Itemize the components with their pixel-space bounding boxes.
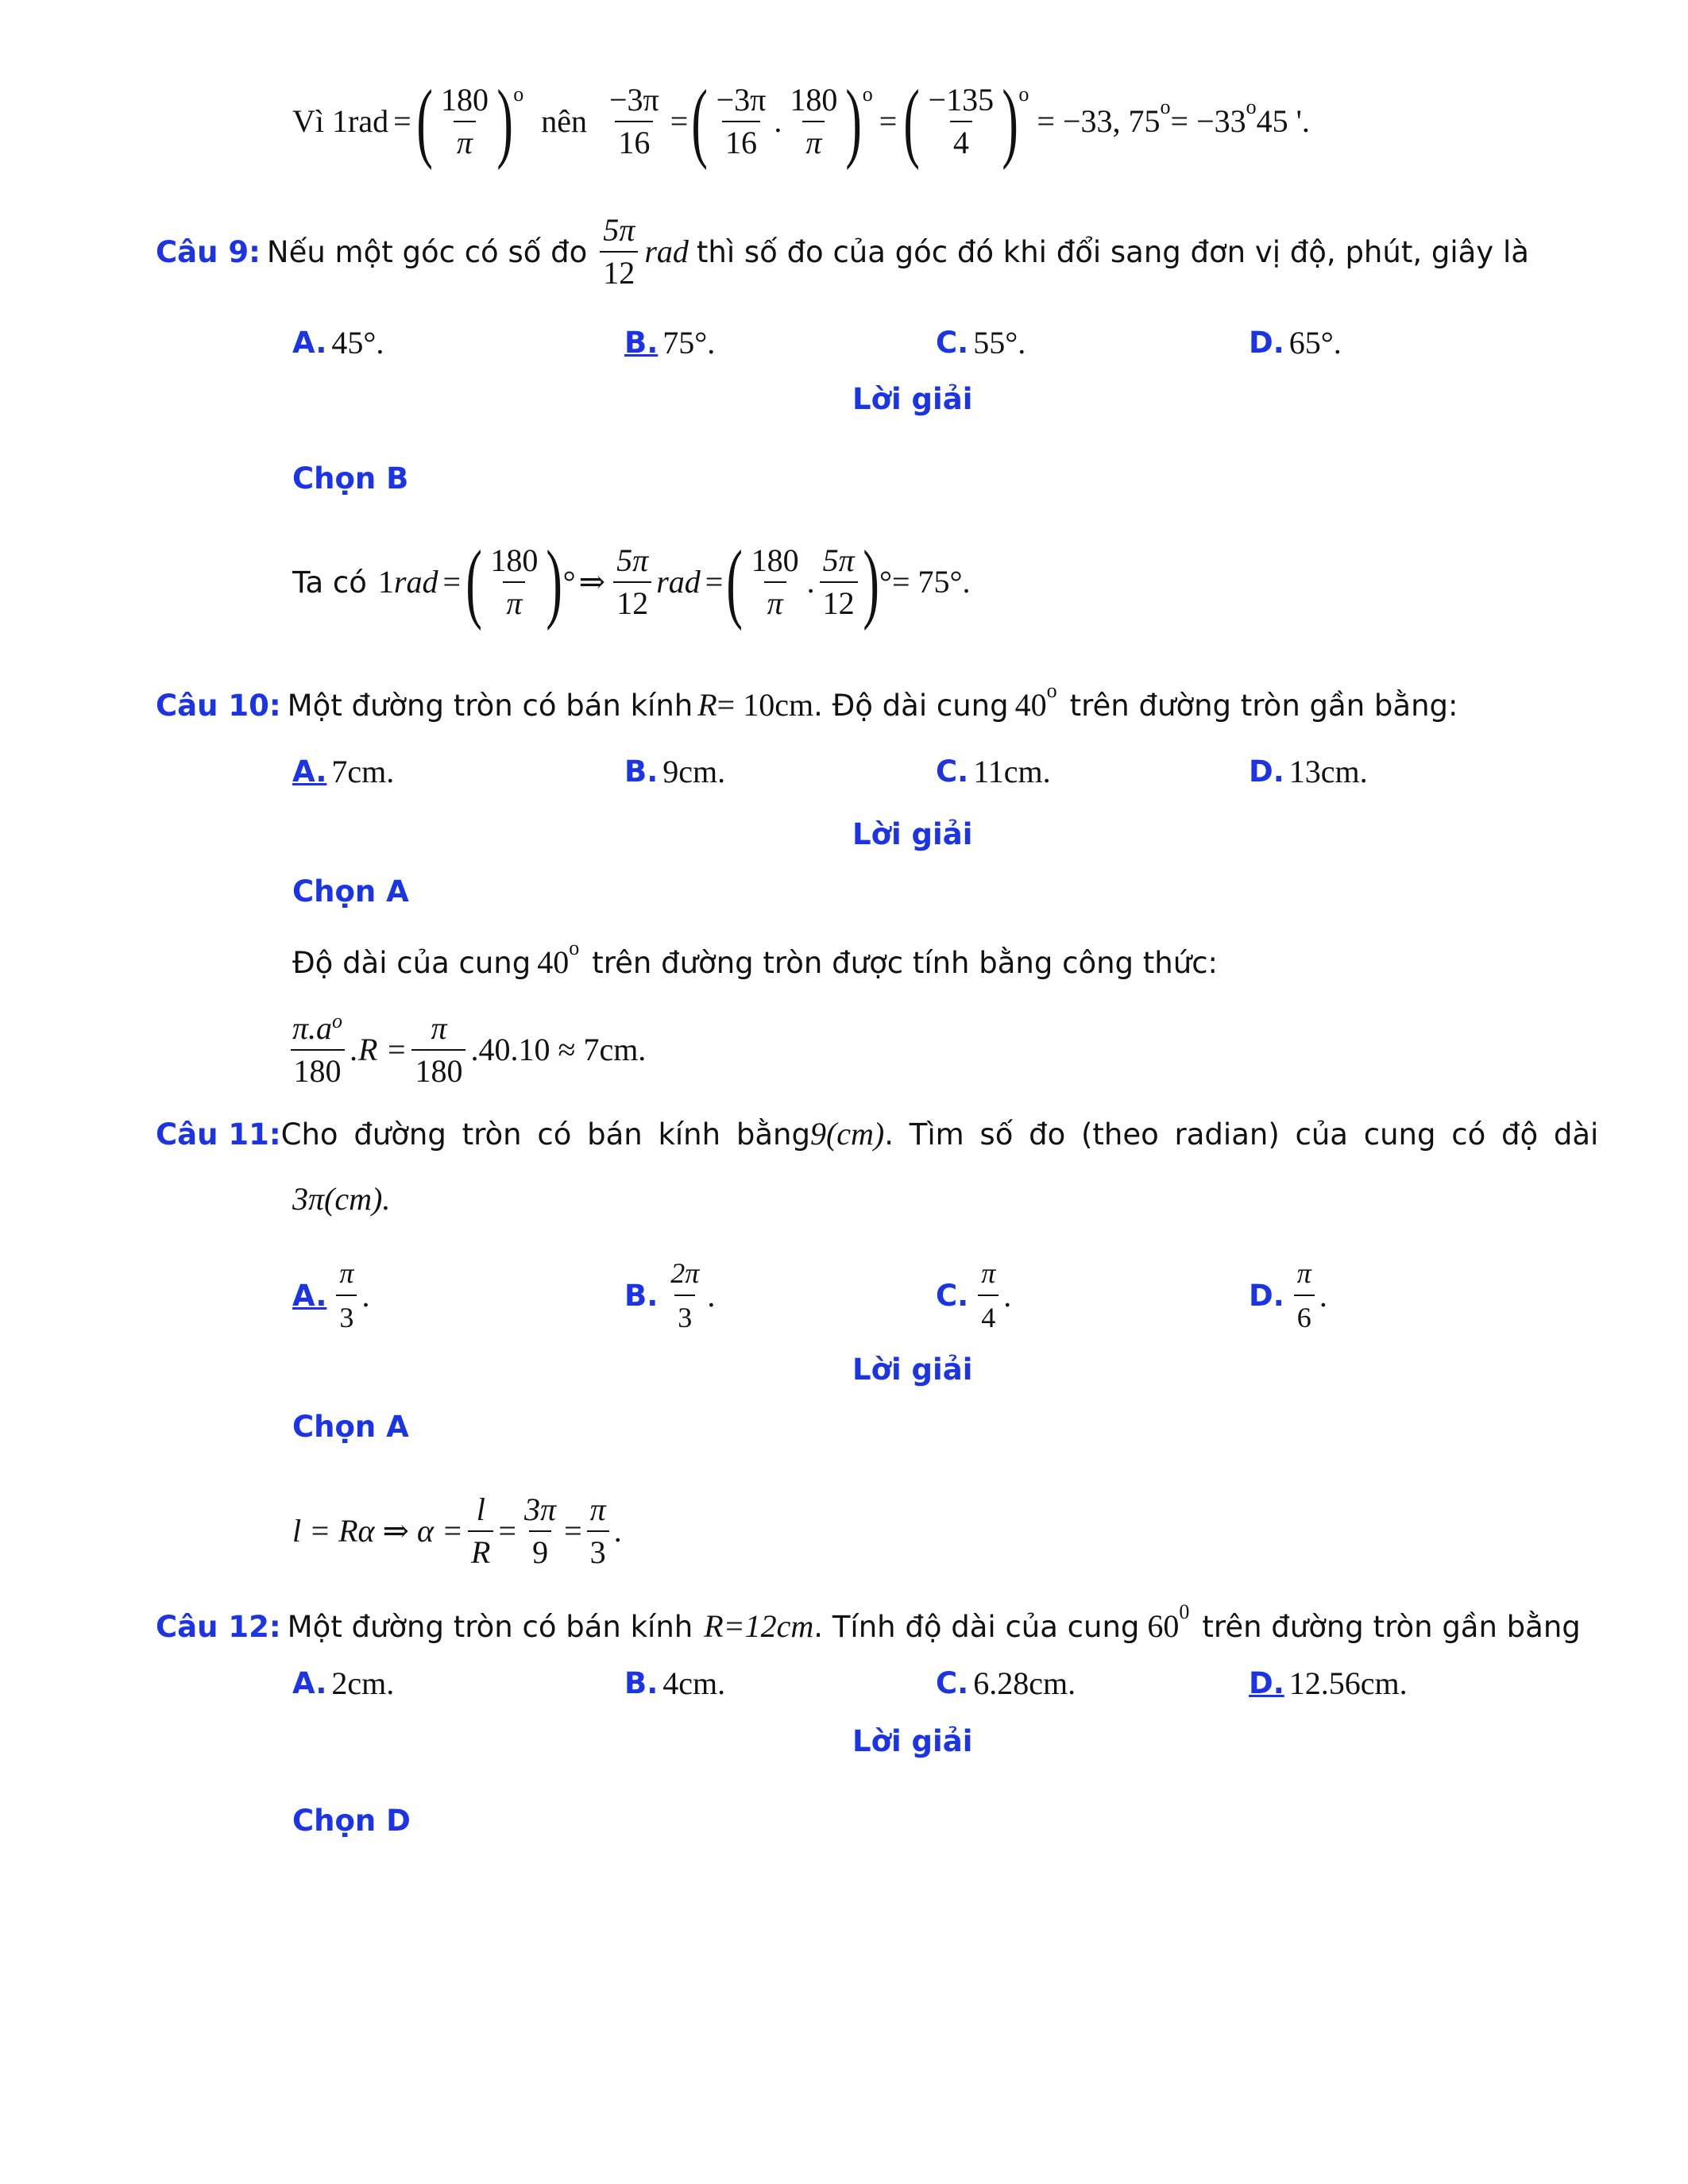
question-9-label: Câu 9: bbox=[156, 234, 261, 269]
q12-option-b[interactable]: B. 4cm. bbox=[624, 1665, 726, 1701]
question-12: Câu 12: Một đường tròn có bán kính R=12cm . Tính độ dài của cung 60 0 trên đường tròn gần bằng bbox=[156, 1600, 1581, 1644]
q11-option-b[interactable]: B. $\frac{2\pi}{3}$ . bbox=[624, 1257, 716, 1333]
intro-prefix: Vì bbox=[292, 103, 324, 139]
q10-option-a[interactable]: A. 7cm. bbox=[292, 754, 395, 789]
question-10: Câu 10: Một đường tròn có bán kính R = 10cm . Độ dài cung 40 o trên đường tròn gần bằng: bbox=[156, 679, 1458, 723]
q12-option-c[interactable]: C. 6.28cm. bbox=[936, 1665, 1076, 1701]
question-10-label: Câu 10: bbox=[156, 688, 281, 723]
question-11-label: Câu 11: bbox=[156, 1117, 281, 1152]
question-9: Câu 9: Nếu một góc có số đo $\frac{5\pi}{12}$ rad thì số đo của góc đó khi đổi sang đơn vị độ, phút, giây là bbox=[156, 212, 1529, 291]
intro-nen: nên bbox=[541, 103, 587, 139]
q10-formula: $\frac{\pi.a^o}{180}$ .R = $\frac{\pi}{180}$ .40.10 ≈ 7cm. bbox=[289, 1002, 646, 1098]
question-9-fraction: $\frac{5\pi}{12}$ bbox=[600, 214, 638, 289]
q9-option-d[interactable]: D. 65°. bbox=[1249, 325, 1342, 361]
q10-option-c[interactable]: C. 11cm. bbox=[936, 754, 1051, 789]
q10-option-d[interactable]: D. 13cm. bbox=[1249, 754, 1368, 789]
q9-option-c[interactable]: C. 55°. bbox=[936, 325, 1026, 361]
q10-explain: Độ dài của cung 40 o trên đường tròn được tính bằng công thức: bbox=[292, 936, 1219, 980]
q12-option-a[interactable]: A. 2cm. bbox=[292, 1665, 395, 1701]
q12-solution-title: Lời giải bbox=[852, 1724, 973, 1758]
question-12-label: Câu 12: bbox=[156, 1609, 281, 1644]
q10-choice: Chọn A bbox=[292, 874, 409, 909]
q11-choice: Chọn A bbox=[292, 1410, 409, 1444]
fraction-180-pi: $\frac{180}{\pi}$ bbox=[440, 82, 489, 160]
q10-solution-title: Lời giải bbox=[852, 817, 973, 851]
question-11-length: 3π(cm). bbox=[292, 1181, 391, 1217]
q11-solution-title: Lời giải bbox=[852, 1352, 973, 1387]
intro-conversion: $\frac{-3\pi}{16}$ = ( $\frac{-3\pi}{16}$ . $\frac{180}{\pi}$ ) o = ( $\frac{-135}{4}$ ) o = −33, 75 o = −33 o 45 '. bbox=[609, 72, 1310, 171]
question-11: Câu 11: Cho đường tròn có bán kính bằng 9(cm) . Tìm số đo (theo radian) của cung có độ dài bbox=[156, 1116, 1599, 1152]
q11-formula: l = Rα ⇒ α = $\frac{l}{R}$ = $\frac{3\pi}{9}$ = $\frac{\pi}{3}$ . bbox=[292, 1491, 622, 1570]
question-9-text1: Nếu một góc có số đo bbox=[266, 234, 588, 269]
q9-solution-title: Lời giải bbox=[852, 382, 973, 416]
intro-formula-line bbox=[292, 70, 1310, 173]
q12-choice: Chọn D bbox=[292, 1804, 411, 1838]
q9-option-b[interactable]: B. 75°. bbox=[624, 325, 716, 361]
q11-option-a[interactable]: A. $\frac{\pi}{3}$ . bbox=[292, 1257, 370, 1333]
q11-option-c[interactable]: C. $\frac{\pi}{4}$ . bbox=[936, 1257, 1012, 1333]
intro-one-rad: 1rad = ( $\frac{180}{\pi}$ ) o bbox=[332, 72, 524, 171]
question-9-text2: thì số đo của góc đó khi đổi sang đơn vị độ, phút, giây là bbox=[696, 234, 1529, 269]
q9-work: Ta có 1 rad = ( $\frac{180}{\pi}$ ) ° ⇒ $\frac{5\pi}{12}$ rad = ( $\frac{180}{\pi}$ . $\frac{5\pi}{12}$ ) °= 75°. bbox=[292, 533, 971, 631]
q11-option-d[interactable]: D. $\frac{\pi}{6}$ . bbox=[1249, 1257, 1327, 1333]
q9-option-a[interactable]: A. 45°. bbox=[292, 325, 384, 361]
q10-option-b[interactable]: B. 9cm. bbox=[624, 754, 726, 789]
q9-choice: Chọn B bbox=[292, 461, 409, 496]
q12-option-d[interactable]: D. 12.56cm. bbox=[1249, 1665, 1408, 1701]
